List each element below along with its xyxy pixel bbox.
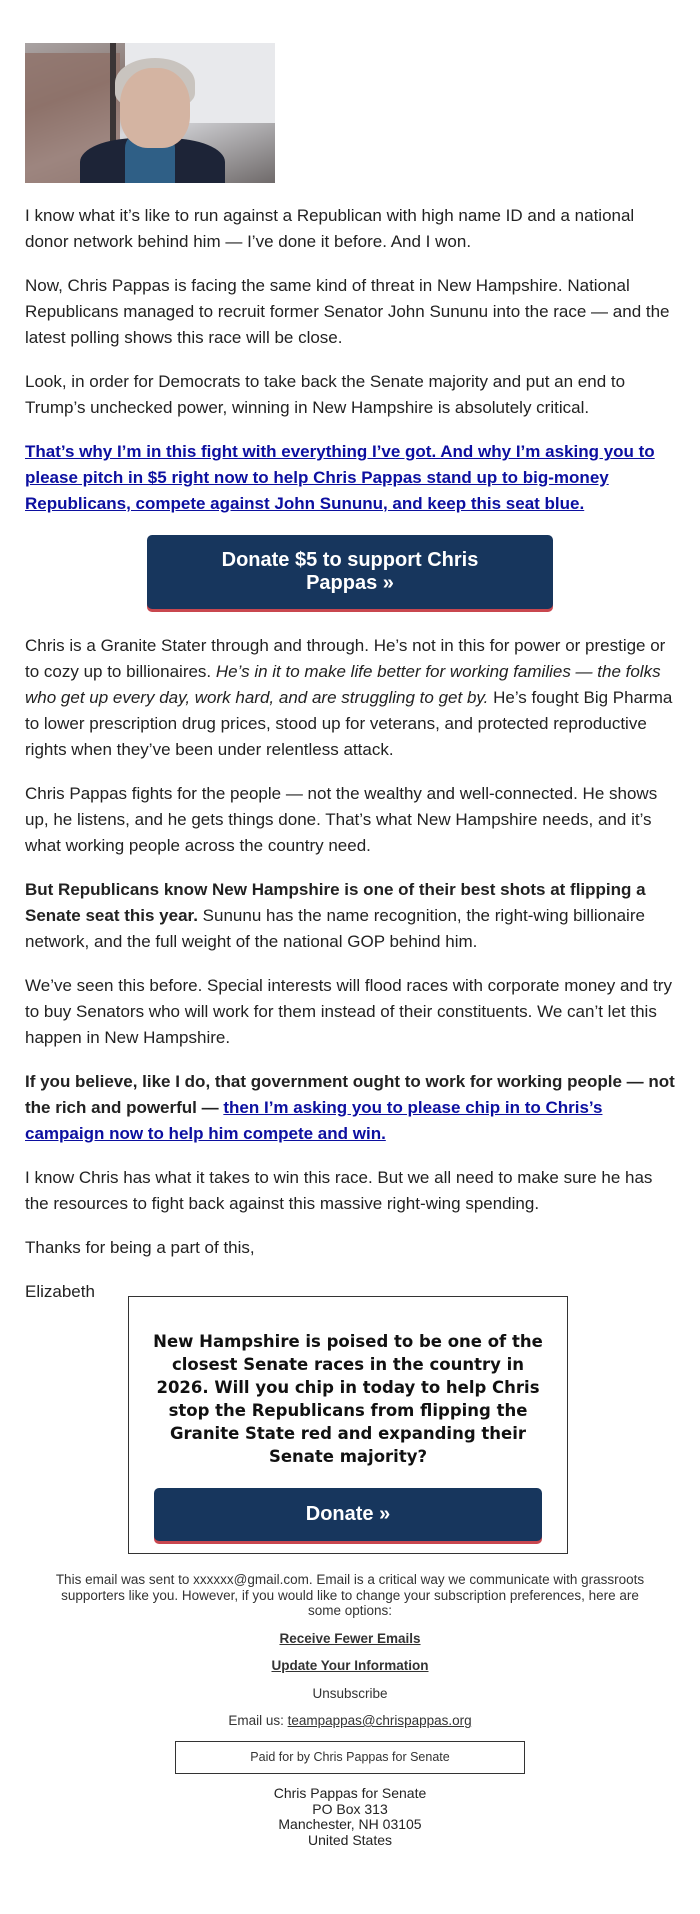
- header-photo: [25, 43, 275, 183]
- update-information-link[interactable]: Update Your Information: [271, 1658, 429, 1673]
- paragraph-granite-stater: Chris is a Granite Stater through and through. He’s not in this for power or prestige or to cozy up to billionaires. He’s in it to make life better for working families — the folks who get up every day, work hard, and are struggling to get by. He’s fought Big Pharma to lower prescription drug prices, stood up for veterans, and protected reproductive rights when they’ve been under relentless attack.: [25, 636, 673, 759]
- paragraph-if-you-believe: If you believe, like I do, that government ought to work for working people — not the rich and powerful — then I’m asking you to please chip in to Chris’s campaign now to help him compete and win.: [25, 1072, 675, 1143]
- paragraph-seen-before: We’ve seen this before. Special interests will flood races with corporate money and try to buy Senators who will work for them instead of their constituents. We can’t let this happen in New Hampshire.: [25, 976, 672, 1047]
- contact-email-link[interactable]: teampappas@chrispappas.org: [287, 1713, 472, 1728]
- paragraph-fights-for-people: Chris Pappas fights for the people — not the wealthy and well-connected. He shows up, he listens, and he gets things done. That’s what New Hampshire needs, and it’s what working people across the country need.: [25, 784, 658, 855]
- signature: Elizabeth: [25, 1282, 95, 1301]
- paragraph-resources: I know Chris has what it takes to win this race. But we all need to make sure he has the resources to fight back against this massive right-wing spending.: [25, 1168, 653, 1213]
- footer-notice: This email was sent to xxxxxx@gmail.com. Email is a critical way we communicate with grassroots supporters like you. However, if you would like to change your subscription preferences, here are some options:: [55, 1572, 645, 1618]
- paragraph-threat: Now, Chris Pappas is facing the same kind of threat in New Hampshire. National Republicans managed to recruit former Senator John Sununu into the race — and the latest polling shows this race will be close.: [25, 276, 670, 347]
- paragraph-republicans-know: But Republicans know New Hampshire is one of their best shots at flipping a Senate seat this year. Sununu has the name recognition, the right-wing billionaire network, and the full weight of the national GOP behind him.: [25, 880, 646, 951]
- paragraph-intro: I know what it’s like to run against a Republican with high name ID and a national donor network behind him — I’ve done it before. And I won.: [25, 206, 635, 251]
- chip-in-link[interactable]: then I’m asking you to please chip in to Chris’s campaign now to help him compete and win.: [25, 1098, 603, 1143]
- donate-5-button[interactable]: Donate $5 to support Chris Pappas »: [147, 535, 553, 609]
- italic-working-families: He’s in it to make life better for working families — the folks who get up every day, work hard, and are struggling to get by.: [25, 662, 661, 707]
- callout-box: [128, 1296, 568, 1554]
- callout-text: New Hampshire is poised to be one of the closest Senate races in the country in 2026. Will you chip in today to help Chris stop the Republicans from flipping the Granite State red and expanding their Senate majority?: [153, 1332, 543, 1466]
- email-us-line: Email us: teampappas@chrispappas.org: [228, 1713, 472, 1728]
- paid-for-disclaimer: Paid for by Chris Pappas for Senate: [175, 1741, 525, 1775]
- mailing-address: Chris Pappas for Senate PO Box 313 Manchester, NH 03105 United States: [273, 1785, 427, 1848]
- pitch-in-link[interactable]: That’s why I’m in this fight with everything I’ve got. And why I’m asking you to please pitch in $5 right now to help Chris Pappas stand up to big-money Republicans, compete against John Sununu, and keep this seat blue.: [25, 442, 655, 513]
- callout-donate-button[interactable]: Donate »: [154, 1488, 542, 1541]
- paragraph-critical: Look, in order for Democrats to take back the Senate majority and put an end to Trump’s unchecked power, winning in New Hampshire is absolutely critical.: [25, 372, 626, 417]
- paragraph-cta: [25, 439, 675, 517]
- unsubscribe-link[interactable]: Unsubscribe: [312, 1685, 388, 1701]
- receive-fewer-emails-link[interactable]: Receive Fewer Emails: [279, 1630, 421, 1646]
- donate-button-row: [25, 535, 675, 609]
- email-body: [25, 43, 675, 1323]
- signoff: Thanks for being a part of this,: [25, 1238, 255, 1257]
- footer: [50, 1572, 650, 1848]
